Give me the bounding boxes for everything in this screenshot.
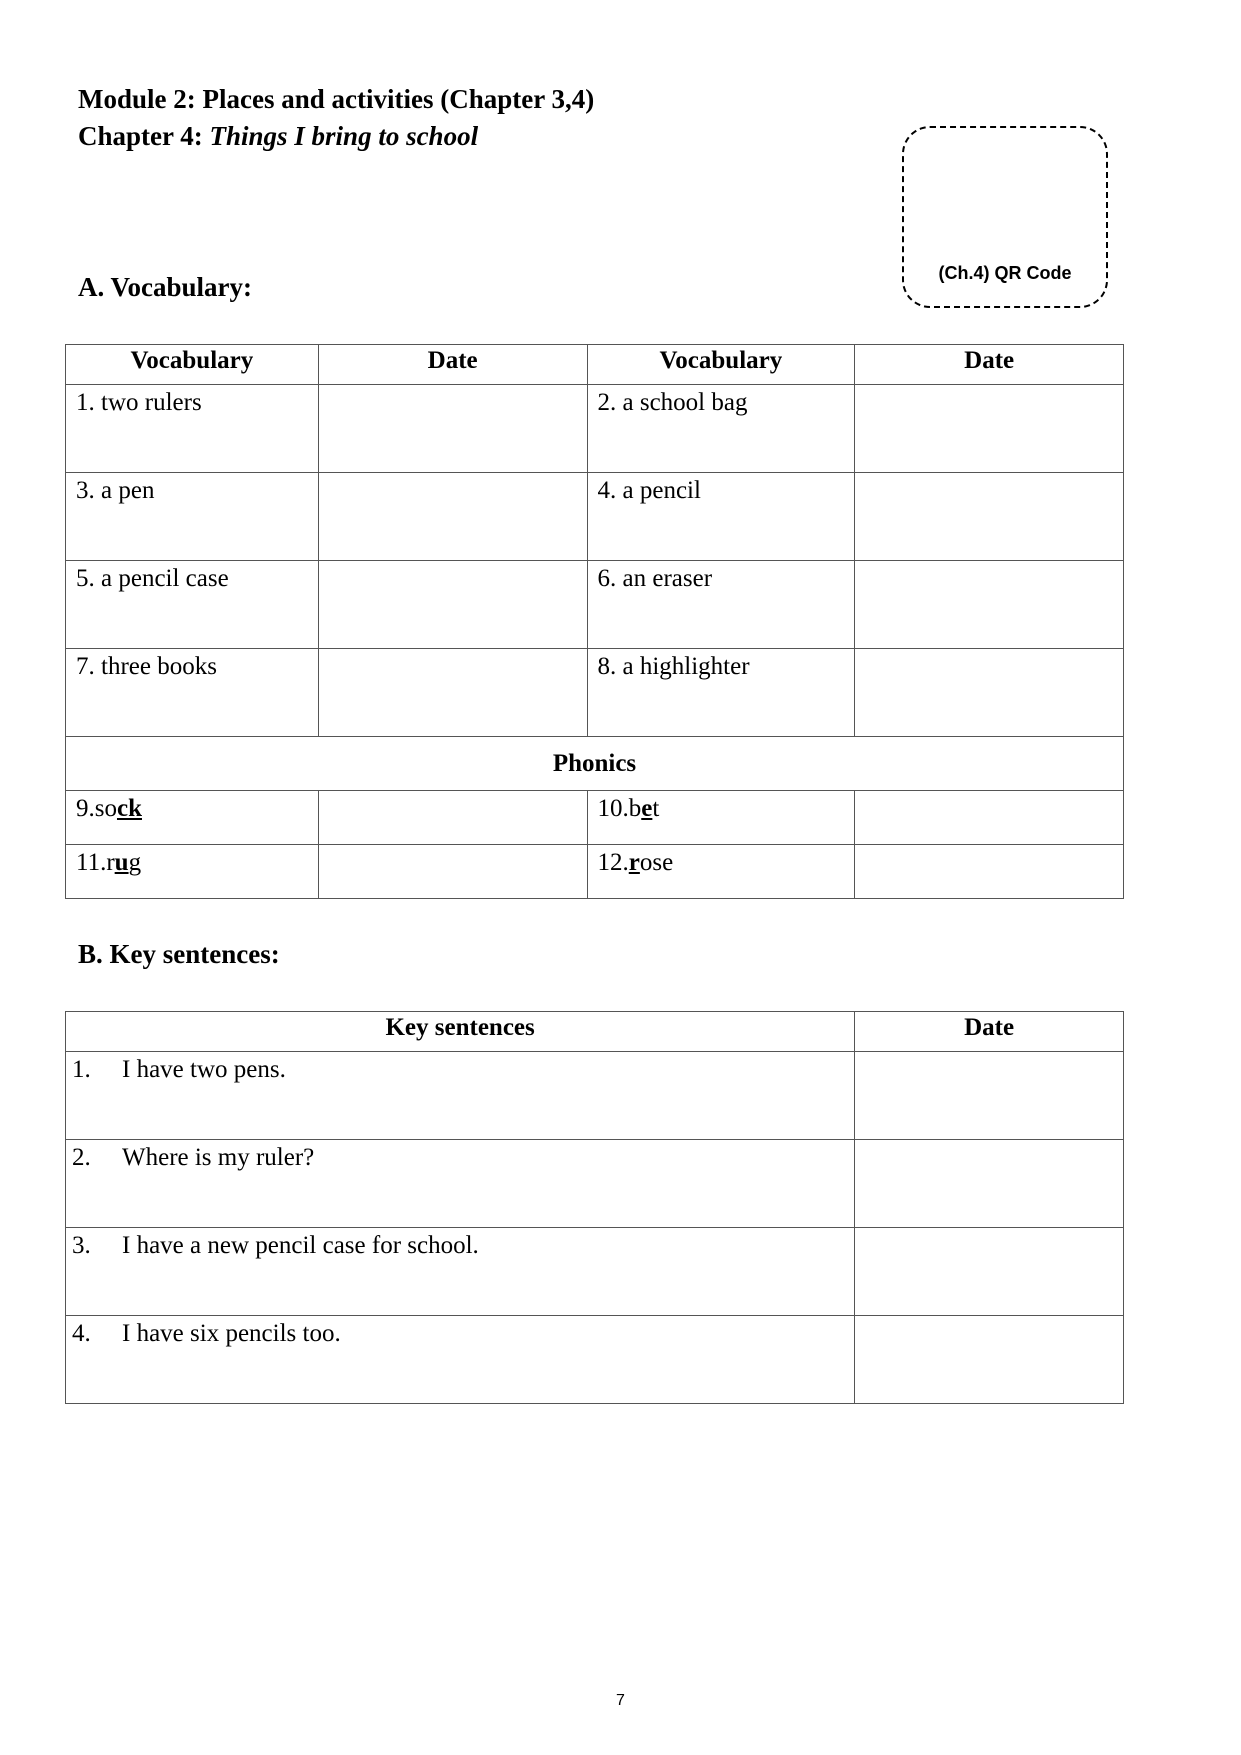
- vocab-cell: 7. three books: [66, 649, 319, 737]
- vocab-cell: 4. a pencil: [587, 473, 855, 561]
- table-row: [66, 1228, 1124, 1316]
- date-cell[interactable]: [855, 1316, 1124, 1404]
- table-header: [66, 345, 1124, 385]
- date-cell[interactable]: [318, 473, 587, 561]
- column-header: Vocabulary: [587, 345, 855, 385]
- phonics-cell: 12.rose: [587, 845, 855, 899]
- vocab-cell: 5. a pencil case: [66, 561, 319, 649]
- qr-code-placeholder: [902, 126, 1108, 308]
- date-cell[interactable]: [855, 473, 1124, 561]
- phonics-cell: 11.rug: [66, 845, 319, 899]
- table-row: [66, 1316, 1124, 1404]
- column-header: Vocabulary: [66, 345, 319, 385]
- sentence-cell: 4. I have six pencils too.: [66, 1316, 855, 1404]
- key-sentences-heading: B. Key sentences:: [78, 939, 280, 969]
- date-cell[interactable]: [855, 385, 1124, 473]
- table-row: [66, 1052, 1124, 1140]
- vocab-cell: 8. a highlighter: [587, 649, 855, 737]
- column-header: Date: [855, 345, 1124, 385]
- chapter-name: Things I bring to school: [209, 121, 479, 151]
- sentence-cell: 3. I have a new pencil case for school.: [66, 1228, 855, 1316]
- date-cell[interactable]: [318, 791, 587, 845]
- date-cell[interactable]: [318, 561, 587, 649]
- table-row: [66, 1140, 1124, 1228]
- phonics-label: Phonics: [66, 737, 1124, 791]
- table-row: [66, 473, 1124, 561]
- vocab-cell: 6. an eraser: [587, 561, 855, 649]
- sentence-cell: 2. Where is my ruler?: [66, 1140, 855, 1228]
- date-cell[interactable]: [855, 649, 1124, 737]
- date-cell[interactable]: [855, 845, 1124, 899]
- chapter-title: [78, 121, 478, 152]
- date-cell[interactable]: [318, 845, 587, 899]
- qr-label: (Ch.4) QR Code: [938, 263, 1072, 283]
- vocab-cell: 3. a pen: [66, 473, 319, 561]
- table-header: [66, 1012, 1124, 1052]
- vocabulary-table: [65, 344, 1124, 899]
- phonics-header-row: [66, 737, 1124, 791]
- module-title: Module 2: Places and activities (Chapter 3,4): [78, 84, 595, 114]
- vocabulary-heading: A. Vocabulary:: [78, 272, 253, 302]
- vocab-cell: 1. two rulers: [66, 385, 319, 473]
- table-row: [66, 649, 1124, 737]
- phonics-cell: 10.bet: [587, 791, 855, 845]
- date-cell[interactable]: [318, 385, 587, 473]
- chapter-label: Chapter 4:: [78, 121, 203, 151]
- date-cell[interactable]: [855, 791, 1124, 845]
- table-row: [66, 791, 1124, 845]
- date-cell[interactable]: [318, 649, 587, 737]
- column-header: Key sentences: [66, 1012, 855, 1052]
- column-header: Date: [855, 1012, 1124, 1052]
- table-row: [66, 845, 1124, 899]
- date-cell[interactable]: [855, 1052, 1124, 1140]
- date-cell[interactable]: [855, 561, 1124, 649]
- key-sentences-table: [65, 1011, 1124, 1404]
- column-header: Date: [318, 345, 587, 385]
- date-cell[interactable]: [855, 1140, 1124, 1228]
- table-row: [66, 385, 1124, 473]
- vocab-cell: 2. a school bag: [587, 385, 855, 473]
- sentence-cell: 1. I have two pens.: [66, 1052, 855, 1140]
- date-cell[interactable]: [855, 1228, 1124, 1316]
- table-row: [66, 561, 1124, 649]
- page-number: 7: [616, 1692, 625, 1709]
- phonics-cell: 9.sock: [66, 791, 319, 845]
